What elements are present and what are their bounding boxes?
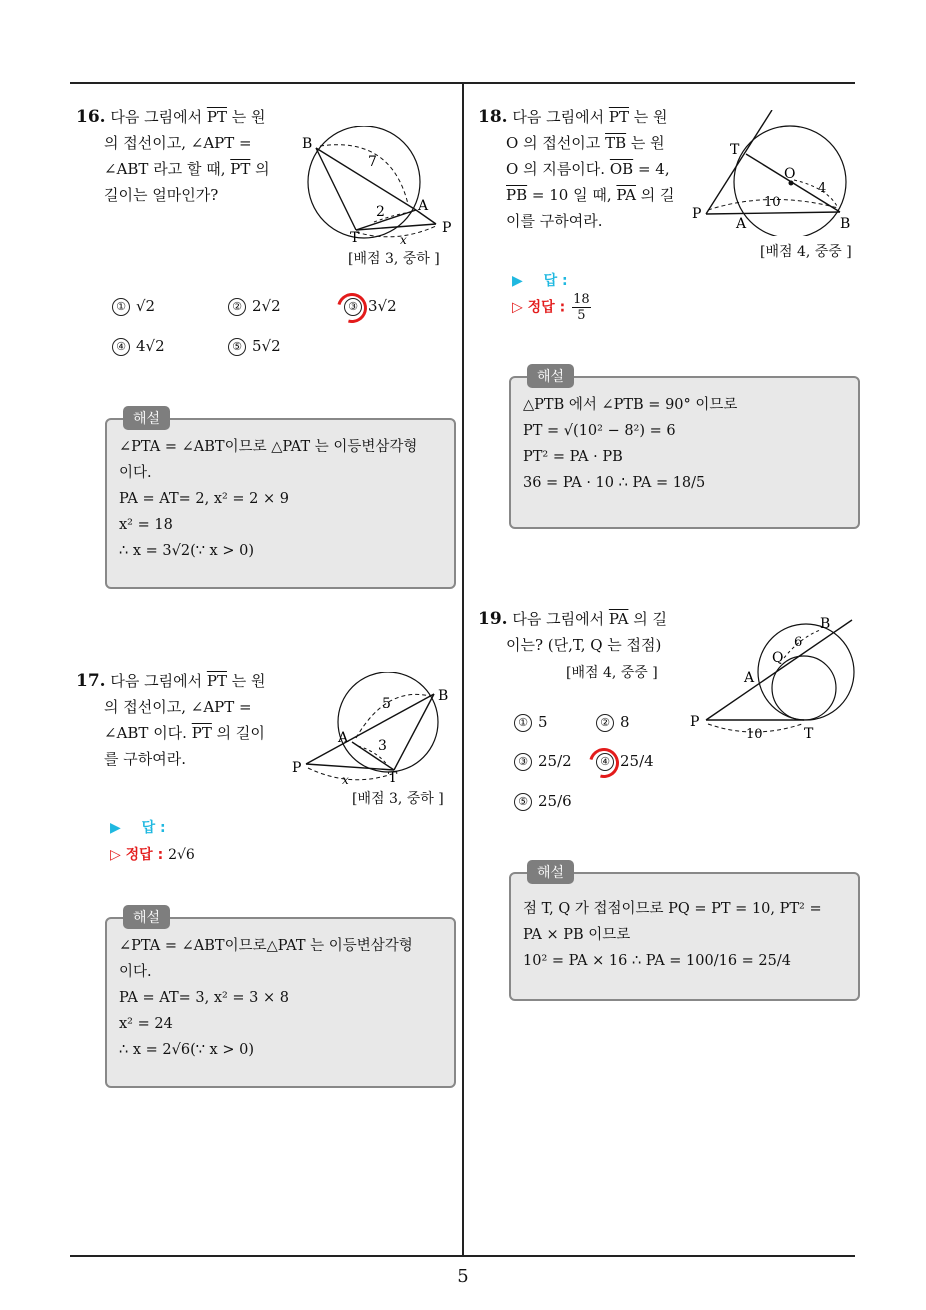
q19-number: 19. [478, 609, 508, 629]
q17-correct-row: ▷ 정답 : 2√6 [110, 847, 195, 863]
q19-meta: [배점 4, 중중 ] [566, 665, 658, 681]
svg-text:5: 5 [382, 696, 391, 712]
svg-text:6: 6 [794, 635, 803, 650]
q16-label-B: B [302, 136, 313, 152]
q19-choice-4[interactable]: ④ 25/4 [596, 752, 654, 771]
q18-answer-row: ▶ 답 : [512, 273, 568, 289]
svg-text:x: x [400, 233, 407, 247]
q17-text: 17. 다음 그림에서 $\overline{PT}$ 는 원 의 접선이고, ∠APT = ∠ABT 이다. $\overline{PT}$ 의 길이 를 구하여라. [76, 671, 266, 768]
q19-choice-3[interactable]: ③ 25/2 [514, 752, 572, 771]
q19-choice-5[interactable]: ⑤ 25/6 [514, 792, 572, 811]
q16-choice-2[interactable]: ② 2√2 [228, 297, 281, 316]
q16-number: 16. [76, 107, 106, 127]
q18-correct-row: ▷ 정답 : $\frac{18}{5}$ [512, 292, 590, 323]
q19-choice-1[interactable]: ① 5 [514, 713, 548, 732]
q17-figure [290, 672, 460, 788]
page-number: 5 [457, 1266, 469, 1287]
correct-triangle-icon: ▷ [110, 847, 121, 863]
q16-choice-4[interactable]: ④ 4√2 [112, 337, 165, 356]
q19-label-P: P [690, 714, 700, 730]
q17-explanation-box: 해설 ∠PTA = ∠ABT이므로△PAT 는 이등변삼각형 이다. PA = AT= 3, x² = 3 × 8 x² = 24 ∴ x = 2√6(∵ x > 0) [105, 917, 456, 1088]
q18-label-O: O [784, 166, 796, 182]
q16-choice-3[interactable]: ③ 3√2 [344, 297, 397, 316]
q17-number: 17. [76, 671, 106, 691]
svg-text:x: x [342, 773, 349, 787]
q18-explanation-tag: 해설 [527, 364, 574, 388]
q17-explanation-tag: 해설 [123, 905, 170, 929]
q16-label-T: T [350, 230, 360, 246]
q17-label-P: P [292, 760, 302, 776]
bottom-rule [70, 1255, 855, 1257]
q19-label-Q: Q [772, 650, 784, 666]
answer-triangle-icon: ▶ [110, 820, 121, 836]
q18-correct-fraction: $\frac{18}{5}$ [573, 292, 590, 323]
q16-choice-5[interactable]: ⑤ 5√2 [228, 337, 281, 356]
q17-answer-row: ▶ 답 : [110, 820, 166, 836]
q18-label-P: P [692, 206, 702, 222]
svg-text:10: 10 [746, 727, 763, 742]
q18-label-B: B [840, 216, 851, 232]
q16-label-P: P [442, 220, 452, 236]
q19-explanation-tag: 해설 [527, 860, 574, 884]
q17-label-B: B [438, 688, 449, 704]
q17-label-A: A [338, 730, 349, 746]
q18-label-T: T [730, 142, 740, 158]
q16-text: 16. 다음 그림에서 $\overline{PT}$ 는 원 의 접선이고, ∠APT = ∠ABT 라고 할 때, $\overline{PT}$ 의 길이는 얼마인가? [76, 107, 270, 204]
q16-label-A: A [418, 198, 429, 214]
svg-text:7: 7 [368, 154, 377, 170]
q19-label-T: T [804, 726, 814, 742]
q19-figure [688, 612, 860, 742]
svg-text:3: 3 [378, 738, 387, 754]
q17-label-T: T [388, 770, 398, 786]
q18-text: 18. 다음 그림에서 $\overline{PT}$ 는 원 O 의 접선이고 $\overline{TB}$ 는 원 O 의 지름이다. $\overline{OB} = 4$, $\overline{PB} = 10$ 일 때, $\overline{PA}$ 의 길 이를 구하여라. [478, 107, 675, 230]
q18-label-A: A [736, 216, 747, 232]
q16-figure [296, 126, 460, 248]
q19-label-A: A [744, 670, 755, 686]
q16-answer-mark [332, 288, 373, 329]
q17-meta: [배점 3, 중하 ] [352, 791, 444, 807]
q16-explanation-tag: 해설 [123, 406, 170, 430]
q16-meta: [배점 3, 중하 ] [348, 251, 440, 267]
column-divider [462, 84, 464, 1255]
q16-explanation-box: 해설 ∠PTA = ∠ABT이므로 △PAT 는 이등변삼각형 이다. PA = AT= 2, x² = 2 × 9 x² = 18 ∴ x = 3√2(∵ x > 0) [105, 418, 456, 589]
q18-number: 18. [478, 107, 508, 127]
q19-label-B: B [820, 616, 831, 632]
q19-answer-mark [584, 743, 625, 784]
q18-figure [690, 110, 860, 236]
q19-explanation-box: 해설 점 T, Q 가 접점이므로 PQ = PT = 10, PT² = PA × PB 이므로 10² = PA × 16 ∴ PA = 100/16 = 25/4 [509, 872, 860, 1001]
correct-triangle-icon: ▷ [512, 299, 523, 316]
q16-choice-1[interactable]: ① √2 [112, 297, 155, 316]
q18-explanation-box: 해설 △PTB 에서 ∠PTB = 90° 이므로 PT = √(10² − 8²) = 6 PT² = PA · PB 36 = PA · 10 ∴ PA = 18/5 [509, 376, 860, 529]
svg-text:4: 4 [818, 181, 827, 196]
svg-text:2: 2 [376, 204, 385, 220]
svg-text:10: 10 [764, 195, 781, 210]
answer-triangle-icon: ▶ [512, 273, 523, 289]
q19-text: 19. 다음 그림에서 $\overline{PA}$ 의 길 이는? (단,T, Q 는 접점) [478, 609, 667, 654]
q19-choice-2[interactable]: ② 8 [596, 713, 630, 732]
q18-meta: [배점 4, 중중 ] [760, 244, 852, 260]
